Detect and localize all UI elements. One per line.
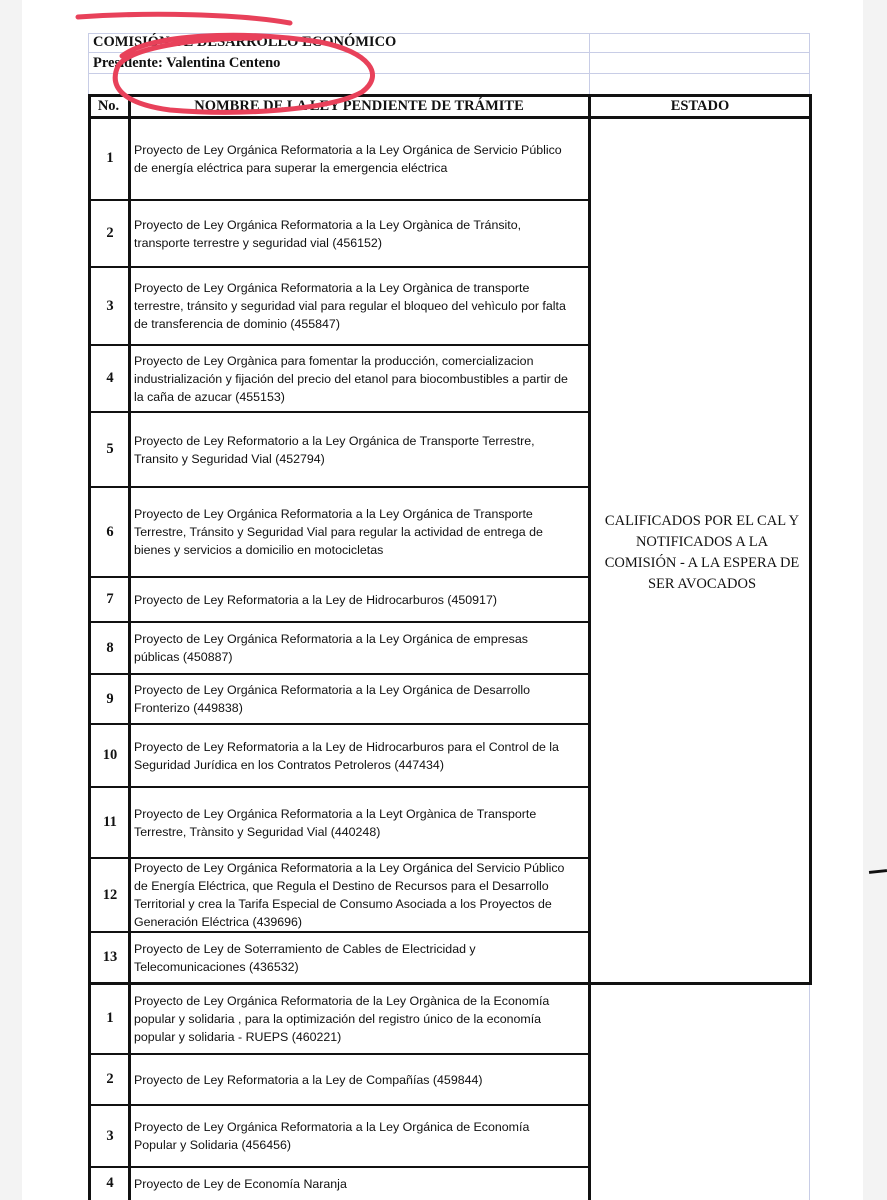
row-number: 7 bbox=[106, 591, 114, 607]
row-number: 4 bbox=[106, 1175, 114, 1191]
law-name: Proyecto de Ley Orgánica Reformatoria a la Ley Orgánica de Transporte Terrestre, Tránsito y Seguridad Vial para regular la actividad de entrega de bienes y servicios a domicilio en motocicletas bbox=[134, 507, 543, 557]
row-number: 3 bbox=[106, 297, 114, 314]
estado-group1: CALIFICADOS POR EL CAL Y NOTIFICADOS A LA COMISIÓN - A LA ESPERA DE SER AVOCADOS bbox=[604, 513, 800, 592]
law-name: Proyecto de Ley de Soterramiento de Cables de Electricidad y Telecomunicaciones (436532) bbox=[134, 941, 476, 974]
row-number: 8 bbox=[106, 639, 114, 656]
commission-president: Presidente: Valentina Centeno bbox=[93, 55, 281, 71]
row-number: 3 bbox=[106, 1127, 114, 1144]
row-number: 1 bbox=[106, 150, 114, 166]
header-grid-line bbox=[88, 73, 810, 74]
table-border-light bbox=[809, 985, 810, 1200]
row-number: 13 bbox=[102, 949, 118, 965]
law-name: Proyecto de Ley Orgànica para fomentar la producción, comercializacion industrialización y fijación del precio del etanol para biocombustibles a partir de la caña de azucar (455153) bbox=[134, 353, 568, 404]
row-number: 10 bbox=[102, 747, 118, 763]
law-name: Proyecto de Ley Orgánica Reformatoria a la Ley Orgánica de Servicio Público de energía eléctrica para superar la emergencia eléctrica bbox=[134, 142, 562, 175]
law-name: Proyecto de Ley de Economía Naranja bbox=[134, 1176, 347, 1191]
law-name: Proyecto de Ley Reformatoria a la Ley de Hidrocarburos para el Control de la Seguridad Jurídica en los Contratos Petroleros (447434) bbox=[134, 739, 559, 772]
row-number: 6 bbox=[106, 523, 114, 540]
law-name: Proyecto de Ley Reformatoria a la Ley de Hidrocarburos (450917) bbox=[134, 592, 497, 607]
row-number: 2 bbox=[106, 225, 114, 241]
law-name: Proyecto de Ley Orgánica Reformatoria a la Ley Orgánica del Servicio Público de Energía Eléctrica, que Regula el Destino de Recursos para el Desarrollo Territorial y crea la Tarifa Especial de Consumo Asociada a los Proyectos de Generación Eléctrica (439696) bbox=[134, 861, 565, 929]
row-number: 12 bbox=[102, 886, 118, 903]
header-grid-line bbox=[589, 33, 590, 95]
row-number: 9 bbox=[106, 690, 114, 707]
row-number: 5 bbox=[106, 441, 114, 457]
law-name: Proyecto de Ley Orgánica Reformatoria a la Leyt Orgànica de Transporte Terrestre, Trànsito y Seguridad Vial (440248) bbox=[134, 806, 537, 839]
row-number: 11 bbox=[103, 814, 117, 830]
law-name: Proyecto de Ley Orgánica Reformatoria a la Ley Orgánica de empresas públicas (450887) bbox=[134, 632, 528, 664]
law-name: Proyecto de Ley Orgánica Reformatoria a la Ley Orgánica de Desarrollo Fronterizo (449838) bbox=[134, 683, 531, 715]
law-name: Proyecto de Ley Reformatoria a la Ley de Compañías (459844) bbox=[134, 1072, 483, 1087]
header-grid-line bbox=[88, 52, 810, 53]
row-number: 2 bbox=[106, 1071, 114, 1087]
law-name: Proyecto de Ley Orgánica Reformatoria a la Ley Orgánica de Economía Popular y Solidaria (456456) bbox=[134, 1120, 530, 1152]
col-header-name: NOMBRE DE LA LEY PENDIENTE DE TRÁMITE bbox=[194, 98, 524, 114]
commission-title: COMISIÓN DE DESARROLLO ECONÓMICO bbox=[93, 34, 397, 50]
col-header-estado: ESTADO bbox=[670, 98, 730, 114]
law-name: Proyecto de Ley Orgánica Reformatoria a la Ley Orgànica de Tránsito, transporte terrestre y seguridad vial (456152) bbox=[134, 217, 522, 250]
law-name: Proyecto de Ley Reformatorio a la Ley Orgánica de Transporte Terrestre, Transito y Seguridad Vial (452794) bbox=[134, 433, 535, 466]
row-number: 1 bbox=[106, 1010, 114, 1026]
law-name: Proyecto de Ley Orgánica Reformatoria a la Ley Orgànica de transporte terrestre, tránsito y seguridad vial para regular el bloqueo del vehìculo por falta de transferencia de dominio (455847) bbox=[134, 281, 566, 331]
row-number: 4 bbox=[106, 370, 114, 386]
law-name: Proyecto de Ley Orgánica Reformatoria de la Ley Orgànica de la Economía popular y solidaria , para la optimización del registro único de la economía popular y solidaria - RUEPS (460221) bbox=[134, 993, 550, 1044]
col-header-no: No. bbox=[97, 98, 120, 114]
pen-mark bbox=[869, 869, 887, 874]
